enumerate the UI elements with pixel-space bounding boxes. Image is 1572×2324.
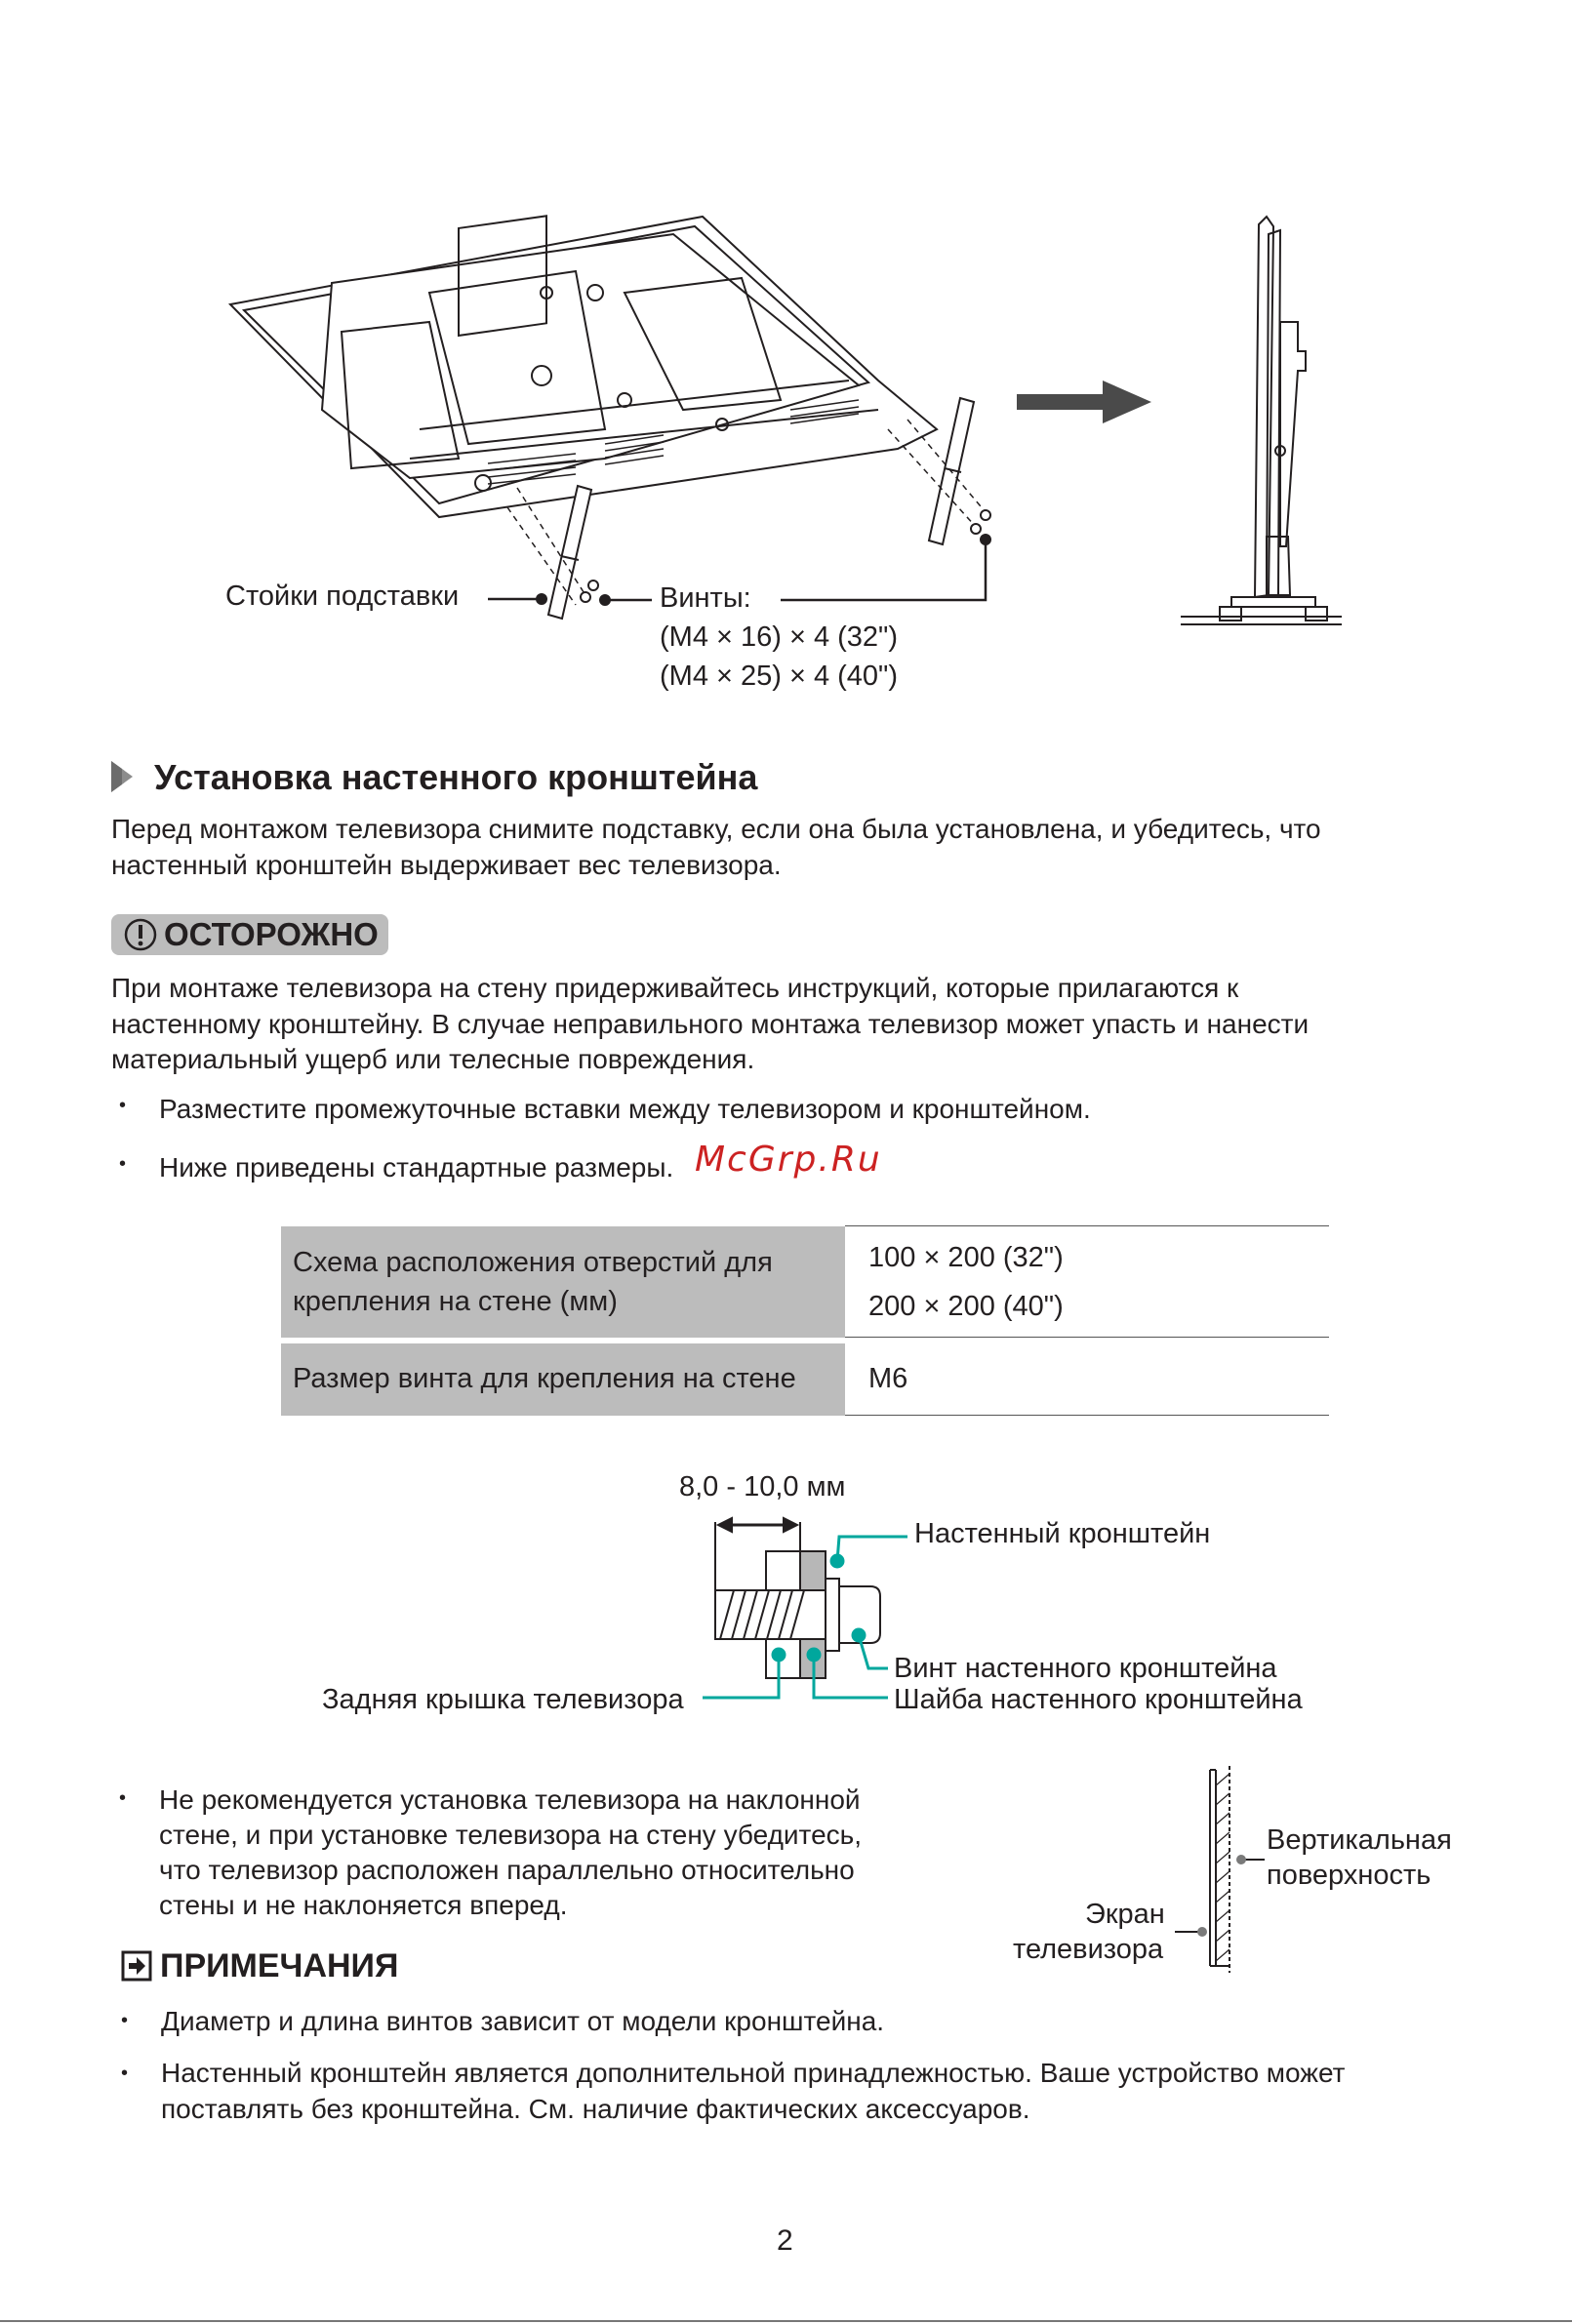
- screws-spec-40: (M4 × 25) × 4 (40"): [660, 661, 899, 692]
- tilt-line-1: Не рекомендуется установка телевизора на наклонной: [159, 1784, 861, 1815]
- tv-screen-label-2: телевизора: [1013, 1934, 1164, 1965]
- table-row: [281, 1343, 1329, 1416]
- bullet-dot: •: [121, 2063, 129, 2084]
- wall-bracket-label: Настенный кронштейн: [914, 1518, 1211, 1549]
- bullet-dot: •: [121, 2010, 129, 2031]
- note-icon: [121, 1950, 152, 1982]
- table-cell-value: M6: [845, 1343, 1329, 1416]
- vertical-surface-label-1: Вертикальная: [1267, 1824, 1452, 1856]
- section-marker-icon: [111, 761, 135, 792]
- bullet-dot: •: [119, 1787, 127, 1809]
- table-cell-value: 100 × 200 (32") 200 × 200 (40"): [845, 1226, 1329, 1338]
- table-cell-label: Размер винта для крепления на стене: [281, 1343, 845, 1416]
- page-number: 2: [777, 2224, 793, 2257]
- bracket-screw-label: Винт настенного кронштейна: [894, 1653, 1277, 1684]
- screws-spec-32: (M4 × 16) × 4 (32"): [660, 621, 899, 653]
- section-title: Установка настенного кронштейна: [154, 757, 758, 797]
- tv-screen-label-1: Экран: [1085, 1899, 1165, 1930]
- caution-text-3: материальный ущерб или телесные повреждения.: [111, 1044, 755, 1074]
- caution-text-1: При монтаже телевизора на стену придерживайтесь инструкций, которые прилагаются к: [111, 973, 1239, 1003]
- caution-text-2: настенному кронштейну. В случае неправильного монтажа телевизор может упасть и нанести: [111, 1009, 1310, 1039]
- screws-label: Винты:: [660, 582, 751, 614]
- intro-line-2: настенный кронштейн выдерживает вес телевизора.: [111, 850, 782, 880]
- note-item-2-line-1: Настенный кронштейн является дополнительной принадлежностью. Ваше устройство может: [161, 2058, 1346, 2088]
- intro-line-1: Перед монтажом телевизора снимите подставку, если она была установлена, и убедитесь, что: [111, 814, 1321, 844]
- washer-label: Шайба настенного кронштейна: [894, 1684, 1303, 1715]
- caution-bullet-2: Ниже приведены стандартные размеры.: [159, 1152, 674, 1182]
- table-row: [281, 1226, 1329, 1338]
- bullet-dot: •: [119, 1153, 127, 1175]
- wall-mount-spec-table: [281, 1225, 1329, 1416]
- watermark: McGrp.Ru: [695, 1140, 882, 1180]
- table-cell-label: Схема расположения отверстий для крепления на стене (мм): [281, 1226, 845, 1338]
- page-bottom-rule: [0, 2320, 1572, 2322]
- note-item-1: Диаметр и длина винтов зависит от модели кронштейна.: [161, 2006, 885, 2036]
- stand-legs-label: Стойки подставки: [225, 581, 460, 612]
- arrow-right-icon: [1017, 381, 1151, 423]
- notes-heading: ПРИМЕЧАНИЯ: [160, 1947, 399, 1984]
- vertical-surface-label-2: поверхность: [1267, 1860, 1431, 1891]
- caution-bullet-1: Разместите промежуточные вставки между телевизором и кронштейном.: [159, 1094, 1091, 1124]
- tilt-line-4: стены и не наклоняется вперед.: [159, 1890, 568, 1920]
- tilt-line-3: что телевизор расположен параллельно относительно: [159, 1855, 855, 1885]
- note-item-2-line-2: поставлять без кронштейна. См. наличие фактических аксессуаров.: [161, 2094, 1030, 2124]
- bullet-dot: •: [119, 1095, 127, 1116]
- back-cover-label: Задняя крышка телевизора: [322, 1684, 684, 1715]
- tilt-line-2: стене, и при установке телевизора на стену убедитесь,: [159, 1820, 863, 1850]
- caution-badge: [111, 914, 388, 955]
- warning-icon: [123, 917, 158, 952]
- dimension-label: 8,0 - 10,0 мм: [679, 1471, 846, 1503]
- caution-label: ОСТОРОЖНО: [164, 916, 379, 952]
- bracket-screw-diagram: [0, 1503, 1572, 1795]
